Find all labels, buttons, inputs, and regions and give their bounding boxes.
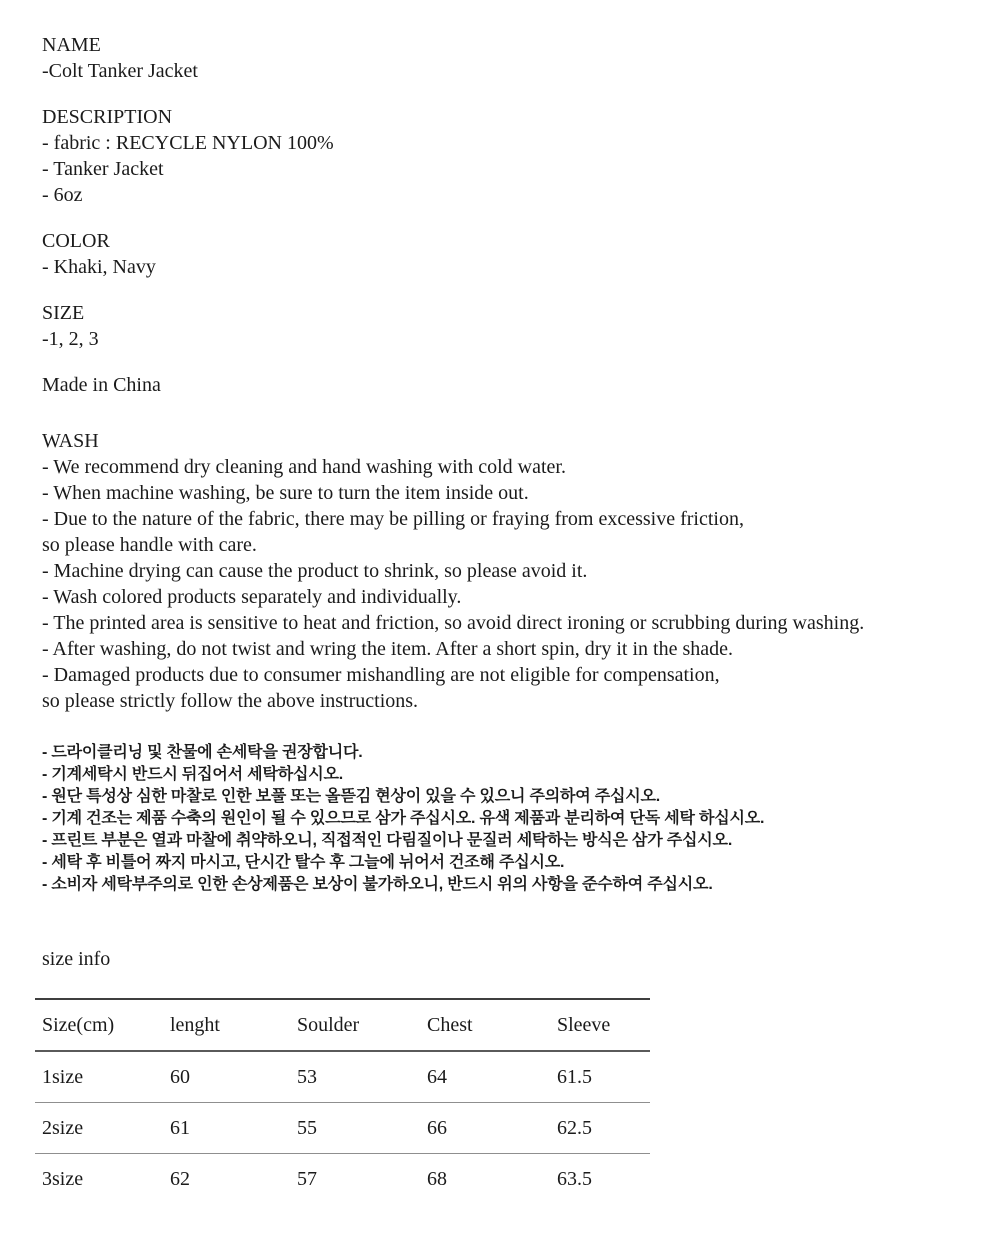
- size-table-cell: 60: [170, 1065, 190, 1088]
- size-table-cell: 1size: [42, 1065, 84, 1088]
- size-table-header-cell: Size(cm): [42, 1014, 115, 1036]
- section-size: [42, 300, 960, 352]
- description-item: - Tanker Jacket: [42, 158, 164, 180]
- size-table-cell: 61.5: [557, 1065, 592, 1088]
- size-table-header-cell: Sleeve: [557, 1014, 611, 1036]
- description-item: - fabric : RECYCLE NYLON 100%: [42, 132, 334, 154]
- wash-instruction-ko: - 드라이클리닝 및 찬물에 손세탁을 권장합니다.: [42, 744, 363, 761]
- size-table-row: [35, 1102, 650, 1153]
- wash-instruction-en: - The printed area is sensitive to heat and friction, so avoid direct ironing or scrubbing during washing.: [42, 612, 865, 634]
- name-heading: NAME: [42, 34, 101, 56]
- section-color: [42, 228, 960, 280]
- product-name-value: -Colt Tanker Jacket: [42, 60, 198, 82]
- section-size-info: [42, 946, 960, 1204]
- size-table-cell: 53: [297, 1065, 317, 1088]
- size-table: [35, 998, 650, 1204]
- size-table-header-cell: lenght: [170, 1014, 220, 1036]
- size-table-header-cell: Soulder: [297, 1014, 360, 1036]
- size-table-cell: 55: [297, 1116, 317, 1139]
- size-table-cell: 62.5: [557, 1116, 592, 1139]
- section-wash: [42, 428, 960, 714]
- size-table-cell: 61: [170, 1116, 190, 1139]
- size-table-cell: 66: [427, 1116, 447, 1139]
- size-table-header-row: [35, 999, 650, 1051]
- section-wash-korean: [42, 742, 960, 896]
- wash-instruction-en: so please handle with care.: [42, 534, 257, 556]
- size-table-cell: 57: [297, 1167, 317, 1190]
- size-table-cell: 64: [427, 1065, 447, 1088]
- wash-instruction-en: - When machine washing, be sure to turn the item inside out.: [42, 482, 529, 504]
- wash-instruction-ko: - 세탁 후 비틀어 짜지 마시고, 단시간 탈수 후 그늘에 뉘어서 건조해 주십시오.: [42, 854, 565, 871]
- section-origin: [42, 372, 960, 398]
- wash-instruction-ko: - 프린트 부분은 열과 마찰에 취약하오니, 직접적인 다림질이나 문질러 세탁하는 방식은 삼가 주십시오.: [42, 832, 733, 849]
- size-table-row: [35, 1051, 650, 1102]
- wash-instruction-ko: - 소비자 세탁부주의로 인한 손상제품은 보상이 불가하오니, 반드시 위의 사항을 준수하여 주십시오.: [42, 876, 713, 893]
- size-table-cell: 2size: [42, 1116, 84, 1139]
- wash-instruction-en: - Wash colored products separately and individually.: [42, 586, 462, 608]
- description-item: - 6oz: [42, 184, 83, 206]
- size-table-cell: 3size: [42, 1167, 84, 1190]
- wash-instruction-en: so please strictly follow the above instructions.: [42, 690, 419, 712]
- wash-heading: WASH: [42, 430, 99, 452]
- description-heading: DESCRIPTION: [42, 106, 173, 128]
- size-info-label: size info: [42, 948, 111, 970]
- size-item: -1, 2, 3: [42, 328, 99, 350]
- wash-instruction-en: - After washing, do not twist and wring the item. After a short spin, dry it in the shade.: [42, 638, 733, 660]
- section-product-name: [42, 32, 960, 84]
- section-description: [42, 104, 960, 208]
- wash-instruction-en: - Due to the nature of the fabric, there may be pilling or fraying from excessive friction,: [42, 508, 744, 530]
- origin-text: Made in China: [42, 374, 161, 396]
- wash-instruction-en: - Machine drying can cause the product to shrink, so please avoid it.: [42, 560, 588, 582]
- size-table-cell: 63.5: [557, 1167, 592, 1190]
- wash-instruction-en: - We recommend dry cleaning and hand washing with cold water.: [42, 456, 566, 478]
- wash-instruction-ko: - 원단 특성상 심한 마찰로 인한 보풀 또는 올뜯김 현상이 있을 수 있으니 주의하여 주십시오.: [42, 788, 661, 805]
- color-heading: COLOR: [42, 230, 110, 252]
- size-heading: SIZE: [42, 302, 85, 324]
- size-table-cell: 68: [427, 1167, 447, 1190]
- size-table-cell: 62: [170, 1167, 190, 1190]
- wash-instruction-ko: - 기계 건조는 제품 수축의 원인이 될 수 있으므로 삼가 주십시오. 유색 제품과 분리하여 단독 세탁 하십시오.: [42, 810, 765, 827]
- color-item: - Khaki, Navy: [42, 256, 156, 278]
- wash-instruction-en: - Damaged products due to consumer mishandling are not eligible for compensation,: [42, 664, 720, 686]
- size-table-row: [35, 1153, 650, 1204]
- wash-instruction-ko: - 기계세탁시 반드시 뒤집어서 세탁하십시오.: [42, 766, 343, 783]
- size-table-header-cell: Chest: [427, 1014, 473, 1036]
